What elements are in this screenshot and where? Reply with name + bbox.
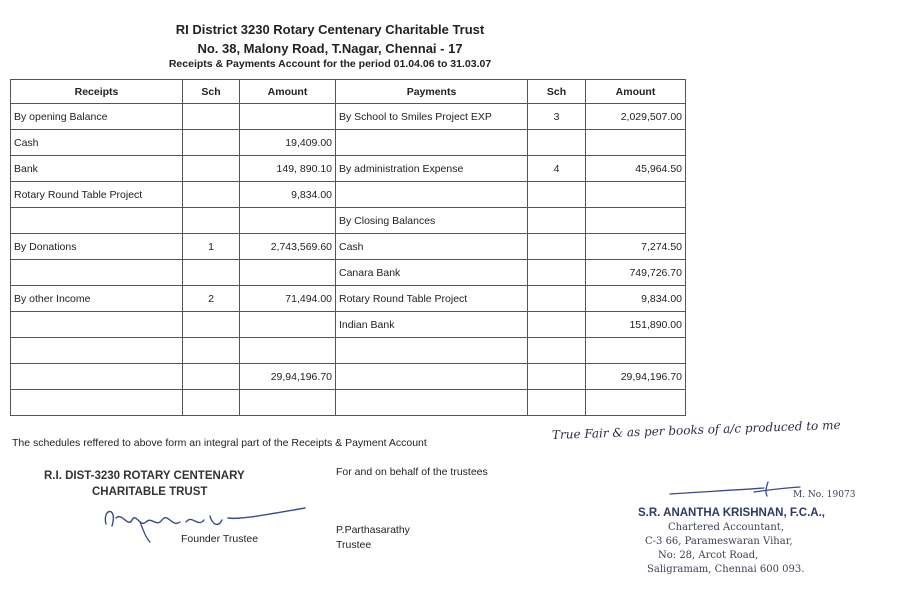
trust-stamp-line2: CHARITABLE TRUST [92, 486, 208, 498]
document-subtitle: Receipts & Payments Account for the period 01.04.06 to 31.03.07 [168, 58, 492, 70]
receipt-particulars-cell: Bank [11, 156, 183, 182]
receipt-amount-cell [240, 390, 336, 416]
receipt-particulars-cell [11, 338, 183, 364]
founder-signature [100, 498, 310, 548]
receipt-particulars-cell [11, 312, 183, 338]
table-row [11, 156, 686, 182]
receipt-amount-cell: 9,834.00 [240, 182, 336, 208]
receipt-particulars-cell: By other Income [11, 286, 183, 312]
receipt-particulars-cell [11, 260, 183, 286]
table-row [11, 208, 686, 234]
receipt-amount-cell: 29,94,196.70 [240, 364, 336, 390]
payment-amount-cell: 7,274.50 [586, 234, 686, 260]
payment-particulars-cell [336, 390, 528, 416]
receipt-amount-cell [240, 208, 336, 234]
payment-particulars-cell: By Closing Balances [336, 208, 528, 234]
ca-name: S.R. ANANTHA KRISHNAN, F.C.A., [638, 507, 825, 519]
payment-particulars-cell [336, 364, 528, 390]
col-header-receipts: Receipts [11, 80, 183, 104]
receipt-particulars-cell [11, 208, 183, 234]
document-title: RI District 3230 Rotary Centenary Charitable Trust [175, 22, 485, 37]
receipt-sch-cell [183, 156, 240, 182]
receipt-sch-cell: 1 [183, 234, 240, 260]
payment-amount-cell: 9,834.00 [586, 286, 686, 312]
table-row [11, 182, 686, 208]
ca-address-line2: No: 28, Arcot Road, [658, 550, 759, 561]
on-behalf-label: For and on behalf of the trustees [336, 466, 488, 478]
col-header-receipts-sch: Sch [183, 80, 240, 104]
receipt-sch-cell [183, 260, 240, 286]
ca-membership-number: M. No. 19073 [793, 490, 856, 500]
payment-particulars-cell: Canara Bank [336, 260, 528, 286]
receipt-particulars-cell: Cash [11, 130, 183, 156]
payment-amount-cell [586, 208, 686, 234]
trustee-name: P.Parthasarathy [336, 524, 410, 536]
payment-amount-cell [586, 390, 686, 416]
receipt-particulars-cell [11, 364, 183, 390]
receipt-particulars-cell: By opening Balance [11, 104, 183, 130]
payment-sch-cell [528, 208, 586, 234]
ca-qualification: Chartered Accountant, [668, 522, 784, 533]
receipt-amount-cell [240, 260, 336, 286]
table-row [11, 260, 686, 286]
schedules-note: The schedules reffered to above form an integral part of the Receipts & Payment Account [12, 437, 427, 449]
payment-sch-cell [528, 130, 586, 156]
col-header-payments-sch: Sch [528, 80, 586, 104]
table-header-row [11, 80, 686, 104]
table-row [11, 234, 686, 260]
receipt-amount-cell: 149, 890.10 [240, 156, 336, 182]
receipt-amount-cell [240, 338, 336, 364]
payment-sch-cell [528, 390, 586, 416]
payment-sch-cell [528, 182, 586, 208]
receipt-sch-cell [183, 130, 240, 156]
table-row [11, 104, 686, 130]
payment-sch-cell [528, 312, 586, 338]
payment-amount-cell [586, 182, 686, 208]
ca-address-line3: Saligramam, Chennai 600 093. [647, 564, 805, 575]
payment-particulars-cell [336, 130, 528, 156]
receipt-sch-cell [183, 390, 240, 416]
receipt-particulars-cell [11, 390, 183, 416]
payment-particulars-cell: Rotary Round Table Project [336, 286, 528, 312]
payment-sch-cell [528, 338, 586, 364]
payment-amount-cell: 45,964.50 [586, 156, 686, 182]
receipts-payments-table [10, 79, 686, 416]
receipt-sch-cell [183, 338, 240, 364]
payment-particulars-cell [336, 182, 528, 208]
payment-particulars-cell [336, 338, 528, 364]
ca-address-line1: C-3 66, Parameswaran Vihar, [645, 536, 793, 547]
table-row [11, 312, 686, 338]
payment-sch-cell [528, 260, 586, 286]
col-header-receipts-amount: Amount [240, 80, 336, 104]
payment-sch-cell: 4 [528, 156, 586, 182]
payment-amount-cell: 2,029,507.00 [586, 104, 686, 130]
receipt-amount-cell [240, 104, 336, 130]
table-row [11, 338, 686, 364]
receipt-amount-cell: 71,494.00 [240, 286, 336, 312]
payment-particulars-cell: Cash [336, 234, 528, 260]
trustee-role: Trustee [336, 539, 372, 551]
col-header-payments-amount: Amount [586, 80, 686, 104]
document-address: No. 38, Malony Road, T.Nagar, Chennai - 17 [197, 41, 463, 56]
payment-sch-cell [528, 286, 586, 312]
receipt-sch-cell [183, 364, 240, 390]
payment-particulars-cell: By administration Expense [336, 156, 528, 182]
receipt-sch-cell [183, 312, 240, 338]
table-row [11, 364, 686, 390]
payment-sch-cell [528, 234, 586, 260]
payment-particulars-cell: By School to Smiles Project EXP [336, 104, 528, 130]
founder-trustee-label: Founder Trustee [181, 533, 259, 545]
receipt-particulars-cell: By Donations [11, 234, 183, 260]
receipt-amount-cell [240, 312, 336, 338]
col-header-payments: Payments [336, 80, 528, 104]
receipt-sch-cell [183, 104, 240, 130]
payment-amount-cell: 749,726.70 [586, 260, 686, 286]
payment-sch-cell [528, 364, 586, 390]
receipt-sch-cell [183, 208, 240, 234]
payment-amount-cell: 29,94,196.70 [586, 364, 686, 390]
payment-amount-cell [586, 338, 686, 364]
payment-sch-cell: 3 [528, 104, 586, 130]
receipt-sch-cell: 2 [183, 286, 240, 312]
receipt-particulars-cell: Rotary Round Table Project [11, 182, 183, 208]
table-row [11, 130, 686, 156]
ca-signature [668, 478, 803, 500]
trust-stamp-line1: R.I. DIST-3230 ROTARY CENTENARY [44, 470, 245, 482]
payment-particulars-cell: Indian Bank [336, 312, 528, 338]
payment-amount-cell [586, 130, 686, 156]
table-row [11, 286, 686, 312]
receipt-sch-cell [183, 182, 240, 208]
receipt-amount-cell: 2,743,569.60 [240, 234, 336, 260]
handwritten-endorsement: True Fair & as per books of a/c produced to me [551, 417, 841, 442]
payment-amount-cell: 151,890.00 [586, 312, 686, 338]
receipt-amount-cell: 19,409.00 [240, 130, 336, 156]
table-row [11, 390, 686, 416]
